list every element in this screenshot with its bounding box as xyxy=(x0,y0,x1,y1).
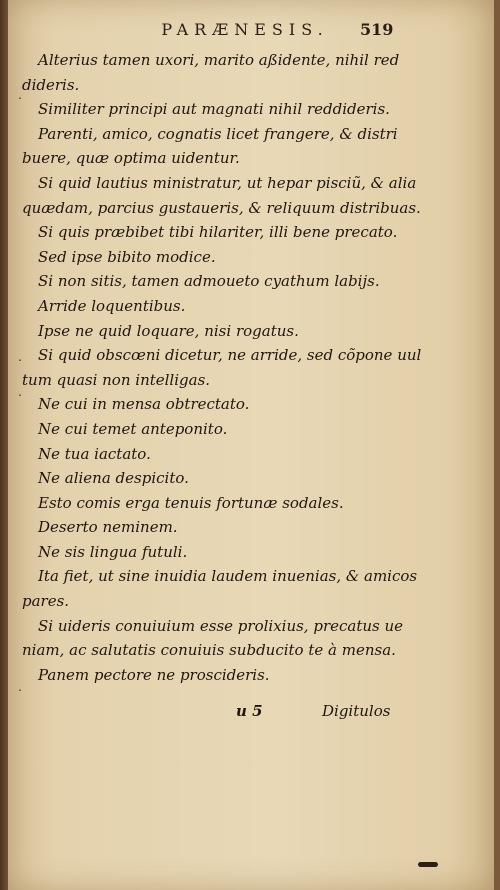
text-line: Parenti, amico, cognatis licet frangere, & distri xyxy=(38,124,398,143)
catchword: Digitulos xyxy=(322,702,391,720)
text-line: Sed ipse bibito modice. xyxy=(38,247,216,266)
text-line: Si quis præbibet tibi hilariter, illi bene precato. xyxy=(38,223,398,242)
text-line: niam, ac salutatis conuiuis subducito te à mensa. xyxy=(22,641,396,660)
page-footer xyxy=(0,702,500,726)
text-line: tum quasi non intelligas. xyxy=(22,370,211,389)
text-line: Similiter principi aut magnati nihil reddideris. xyxy=(38,100,390,119)
text-line: Ne cui temet anteponito. xyxy=(38,419,228,438)
text-line: Arride loquentibus. xyxy=(38,296,186,315)
text-line: Ne sis lingua futuli. xyxy=(38,542,188,561)
text-line: Ita fiet, ut sine inuidia laudem inuenias, & amicos xyxy=(38,567,418,586)
signature-mark: u 5 xyxy=(236,702,263,720)
text-line: Si uideris conuiuium esse prolixius, precatus ue xyxy=(38,616,404,635)
margin-mark: . xyxy=(18,385,22,399)
margin-mark: . xyxy=(18,88,22,102)
text-line: Si non sitis, tamen admoueto cyathum labijs. xyxy=(38,272,380,291)
page-number: 519 xyxy=(360,20,394,39)
page-header xyxy=(0,20,500,44)
text-line: quædam, parcius gustaueris, & reliquum distribuas. xyxy=(22,198,421,217)
text-line: Alterius tamen uxori, marito aßidente, nihil red xyxy=(38,51,400,69)
text-line: buere, quæ optima uidentur. xyxy=(22,149,240,168)
text-line: Ipse ne quid loquare, nisi rogatus. xyxy=(38,321,299,340)
text-line: Si quid lautius ministratur, ut hepar pisciũ, & alia xyxy=(38,173,417,192)
text-body xyxy=(22,48,422,687)
text-line: Deserto neminem. xyxy=(38,518,178,537)
text-line: Esto comis erga tenuis fortunæ sodales. xyxy=(38,493,344,512)
text-line: Ne aliena despicito. xyxy=(38,469,189,488)
text-line: Panem pectore ne proscideris. xyxy=(38,665,270,684)
text-line: Si quid obscœni dicetur, ne arride, sed cõpone uul xyxy=(38,346,422,365)
text-line: dideris. xyxy=(22,75,80,94)
margin-mark: . xyxy=(18,680,22,694)
text-line: pares. xyxy=(22,592,70,611)
running-title: PARÆNESIS. xyxy=(161,20,329,39)
text-line: Ne cui in mensa obtrectato. xyxy=(38,395,250,414)
text-line: Ne tua iactato. xyxy=(38,444,151,463)
margin-mark: . xyxy=(18,350,22,364)
ink-smudge xyxy=(418,862,438,867)
